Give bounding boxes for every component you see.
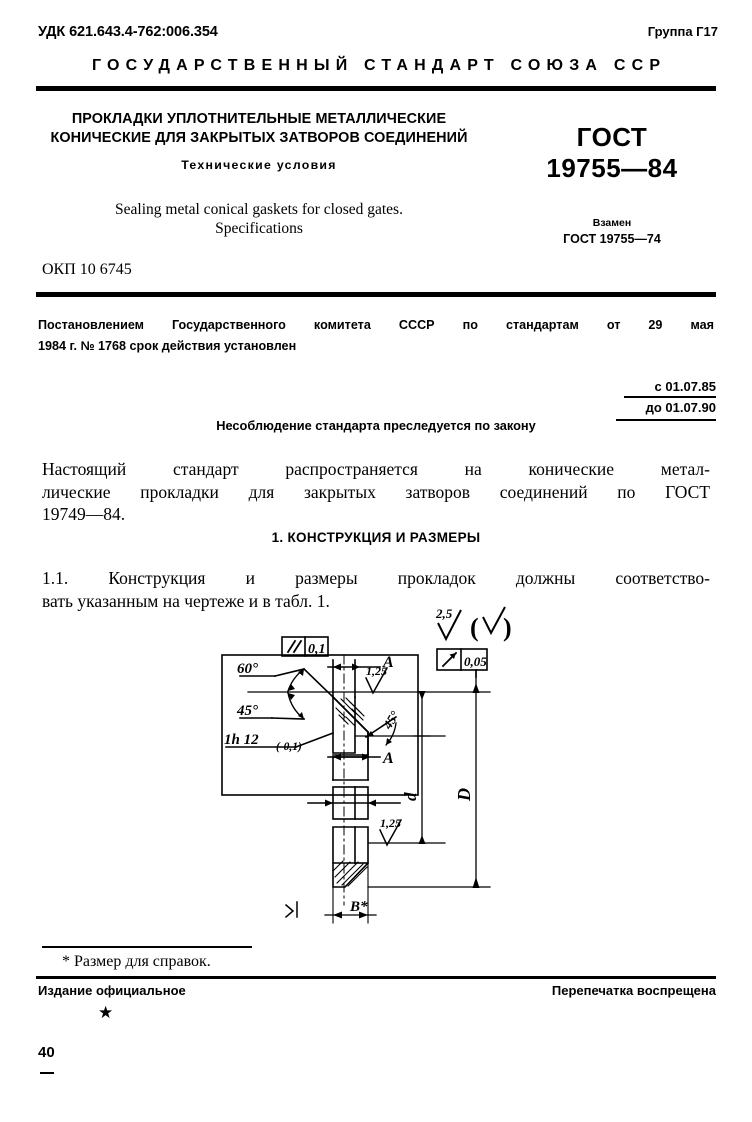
standard-number-value: 19755—84 bbox=[546, 153, 678, 183]
star-icon: ★ bbox=[98, 1003, 114, 1022]
standard-number bbox=[508, 122, 716, 184]
date-to: до 01.07.90 bbox=[645, 399, 716, 415]
label-dim-d: d bbox=[401, 792, 420, 801]
label-dim-1h12-tolerance: (-0,1) bbox=[276, 741, 302, 753]
label-paren-open: ( bbox=[470, 613, 479, 642]
replaces-number: ГОСТ 19755—74 bbox=[563, 232, 661, 246]
title-english-line-2: Specifications bbox=[215, 220, 303, 237]
label-dim-b: B* bbox=[350, 899, 368, 915]
label-surface-finish-value: 2,5 bbox=[436, 606, 453, 621]
resolution-line-1: Постановлением Государственного комитета СССР по стандартам от 29 мая bbox=[38, 318, 714, 332]
reprint-notice: Перепечатка воспрещена bbox=[551, 983, 716, 998]
label-paren-close: ) bbox=[503, 613, 512, 642]
title-english-line-1: Sealing metal conical gaskets for closed gates. bbox=[115, 201, 403, 218]
edition-label: Издание официальное bbox=[38, 983, 186, 998]
document-title-english bbox=[34, 200, 484, 238]
okp-code: ОКП 10 6745 bbox=[42, 261, 132, 278]
title-line-2: КОНИЧЕСКИЕ ДЛЯ ЗАКРЫТЫХ ЗАТВОРОВ СОЕДИНЕНИЙ bbox=[50, 130, 468, 146]
clause-1-1-line-1: 1.1. Конструкция и размеры прокладок должны соответство- bbox=[42, 568, 710, 588]
scope-line-1: Настоящий стандарт распространяется на конические метал- bbox=[42, 459, 710, 479]
footer-rule bbox=[36, 976, 716, 979]
date-from: с 01.07.85 bbox=[654, 379, 716, 394]
clause-1-1-line-2: вать указанным на чертеже и в табл. 1. bbox=[42, 590, 330, 611]
scope-line-3: 19749—84. bbox=[42, 504, 126, 524]
label-dim-1h12: 1h 12 bbox=[224, 732, 259, 748]
section-1-heading: 1. КОНСТРУКЦИЯ И РАЗМЕРЫ bbox=[271, 530, 481, 545]
document-title bbox=[34, 110, 484, 148]
title-block-rule bbox=[36, 292, 716, 297]
label-angle-45-rotated: 45° bbox=[379, 708, 403, 732]
section-hatching-upper bbox=[336, 698, 364, 726]
label-dim-D: D bbox=[454, 788, 474, 801]
compliance-warning: Несоблюдение стандарта преследуется по закону bbox=[216, 418, 536, 433]
resolution-line-2: 1984 г. № 1768 срок действия установлен bbox=[38, 339, 297, 353]
label-roughness-lower: 1,25 bbox=[380, 816, 401, 830]
label-angle-45: 45° bbox=[237, 703, 258, 719]
validity-dates bbox=[616, 377, 716, 421]
footnote-text: * Размер для справок. bbox=[62, 953, 211, 970]
document-subtitle: Технические условия bbox=[181, 158, 337, 172]
replaces-label: Взамен bbox=[592, 217, 632, 229]
udk-code: УДК 621.643.4-762:006.354 bbox=[38, 24, 218, 40]
label-section-a-top: A bbox=[383, 654, 394, 671]
gasket-technical-drawing bbox=[200, 605, 540, 935]
label-runout-tolerance: 0,05 bbox=[464, 654, 487, 669]
page-number: 40 bbox=[38, 1044, 55, 1061]
chamfer-tick bbox=[286, 902, 297, 917]
resolution-text bbox=[38, 315, 714, 357]
footnote-rule bbox=[42, 946, 252, 948]
label-section-a-bottom: A bbox=[383, 750, 394, 767]
label-roughness-upper: 1,25 bbox=[366, 664, 387, 678]
standard-prefix: ГОСТ bbox=[576, 122, 648, 152]
group-code: Группа Г17 bbox=[647, 24, 718, 39]
label-angle-60: 60° bbox=[237, 661, 258, 677]
header-rule bbox=[36, 86, 716, 91]
page-dash-mark bbox=[40, 1072, 54, 1074]
label-parallelism-tolerance: 0,1 bbox=[308, 642, 326, 657]
title-line-1: ПРОКЛАДКИ УПЛОТНИТЕЛЬНЫЕ МЕТАЛЛИЧЕСКИЕ bbox=[71, 111, 447, 127]
scope-line-2: лические прокладки для закрытых затворов соединений по ГОСТ bbox=[42, 481, 710, 502]
state-standard-banner: ГОСУДАРСТВЕННЫЙ СТАНДАРТ СОЮЗА ССР bbox=[91, 57, 667, 74]
scope-paragraph bbox=[42, 458, 710, 526]
